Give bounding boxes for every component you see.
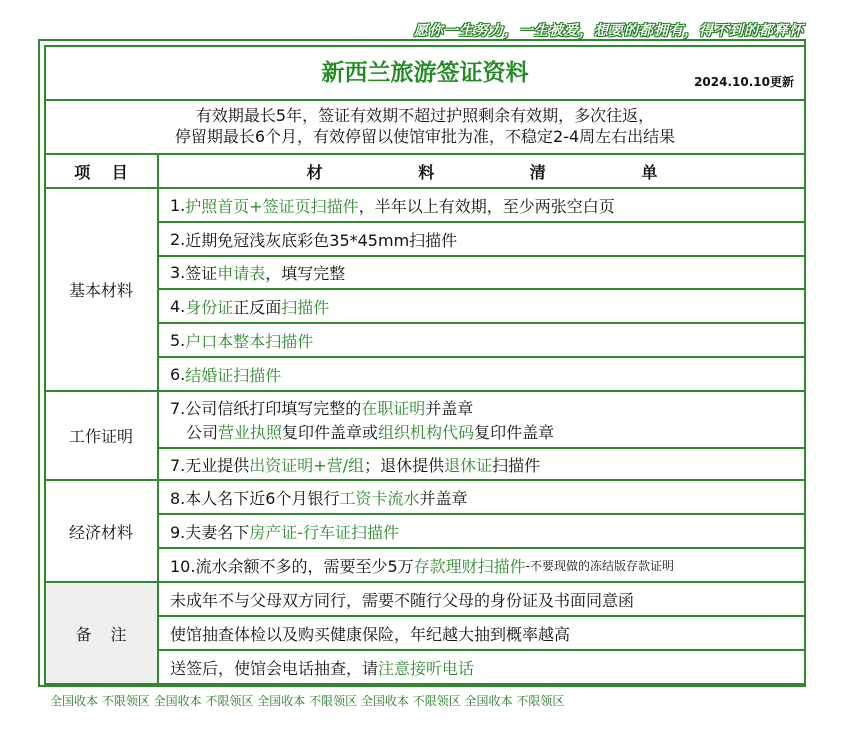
section-label-notes: 备 注	[75, 624, 127, 644]
intro-line-2: 停留期最长6个月，有效停留以使馆审批为准，不稳定2-4周左右出结果	[174, 127, 676, 146]
update-date: 2024.10.10更新	[694, 75, 794, 89]
header-item: 项 目	[74, 162, 128, 182]
list-item: 6. 结婚证扫描件	[170, 364, 282, 385]
visa-table	[44, 45, 806, 685]
list-item: 未成年不与父母双方同行，需要不随行父母的身份证及书面同意函	[170, 590, 635, 610]
intro-line-1: 有效期最长5年，签证有效期不超过护照剩余有效期，多次往返，	[195, 106, 655, 125]
list-item: 7.无业提供 出资证明+营/组 ；退休提供 退休证 扫描件	[170, 455, 541, 475]
list-item: 使馆抽查体检以及购买健康保险，年纪越大抽到概率越高	[170, 624, 571, 644]
list-item: 4. 身份证 正反面 扫描件	[170, 296, 330, 317]
list-item: 1. 护照首页+签证页扫描件 ，半年以上有效期，至少两张空白页	[170, 195, 615, 216]
intro-text	[44, 105, 806, 147]
footer-text: 全国收本 不限领区 全国收本 不限领区 全国收本 不限领区 全国收本 不限领区 全国收本 不限领区	[50, 694, 565, 708]
section-label-econ: 经济材料	[68, 522, 133, 542]
header-materials: 材 料 清 单	[306, 162, 658, 182]
list-item: 8.本人名下近6个月银行 工资卡流水 并盖章	[170, 488, 468, 508]
list-item: 送签后，使馆会电话抽查，请 注意接听电话	[170, 658, 475, 678]
list-item: 9.夫妻名下 房产证-行车证扫描件	[170, 522, 400, 542]
list-item: 7.公司信纸打印填写完整的在职证明并盖章 公司营业执照复印件盖章或组织机构代码复印件盖章	[170, 399, 555, 442]
list-item: 3. 签证 申请表 ，填写完整	[170, 263, 346, 283]
list-item: 10.流水余额不多的，需要至少5万 存款理财扫描件 -不要现做的冻结版存款证明	[170, 556, 674, 576]
slogan-banner: 愿你一生努力，一生被爱，想要的都拥有，得不到的都释怀	[414, 23, 804, 39]
list-item: 2. 近期免冠浅灰底彩色35*45mm扫描件	[170, 229, 458, 250]
list-item: 5. 户口本整本扫描件	[170, 330, 314, 351]
page-title: 新西兰旅游签证资料	[321, 60, 529, 86]
section-label-work: 工作证明	[68, 427, 133, 446]
section-label-basic: 基本材料	[68, 281, 133, 300]
